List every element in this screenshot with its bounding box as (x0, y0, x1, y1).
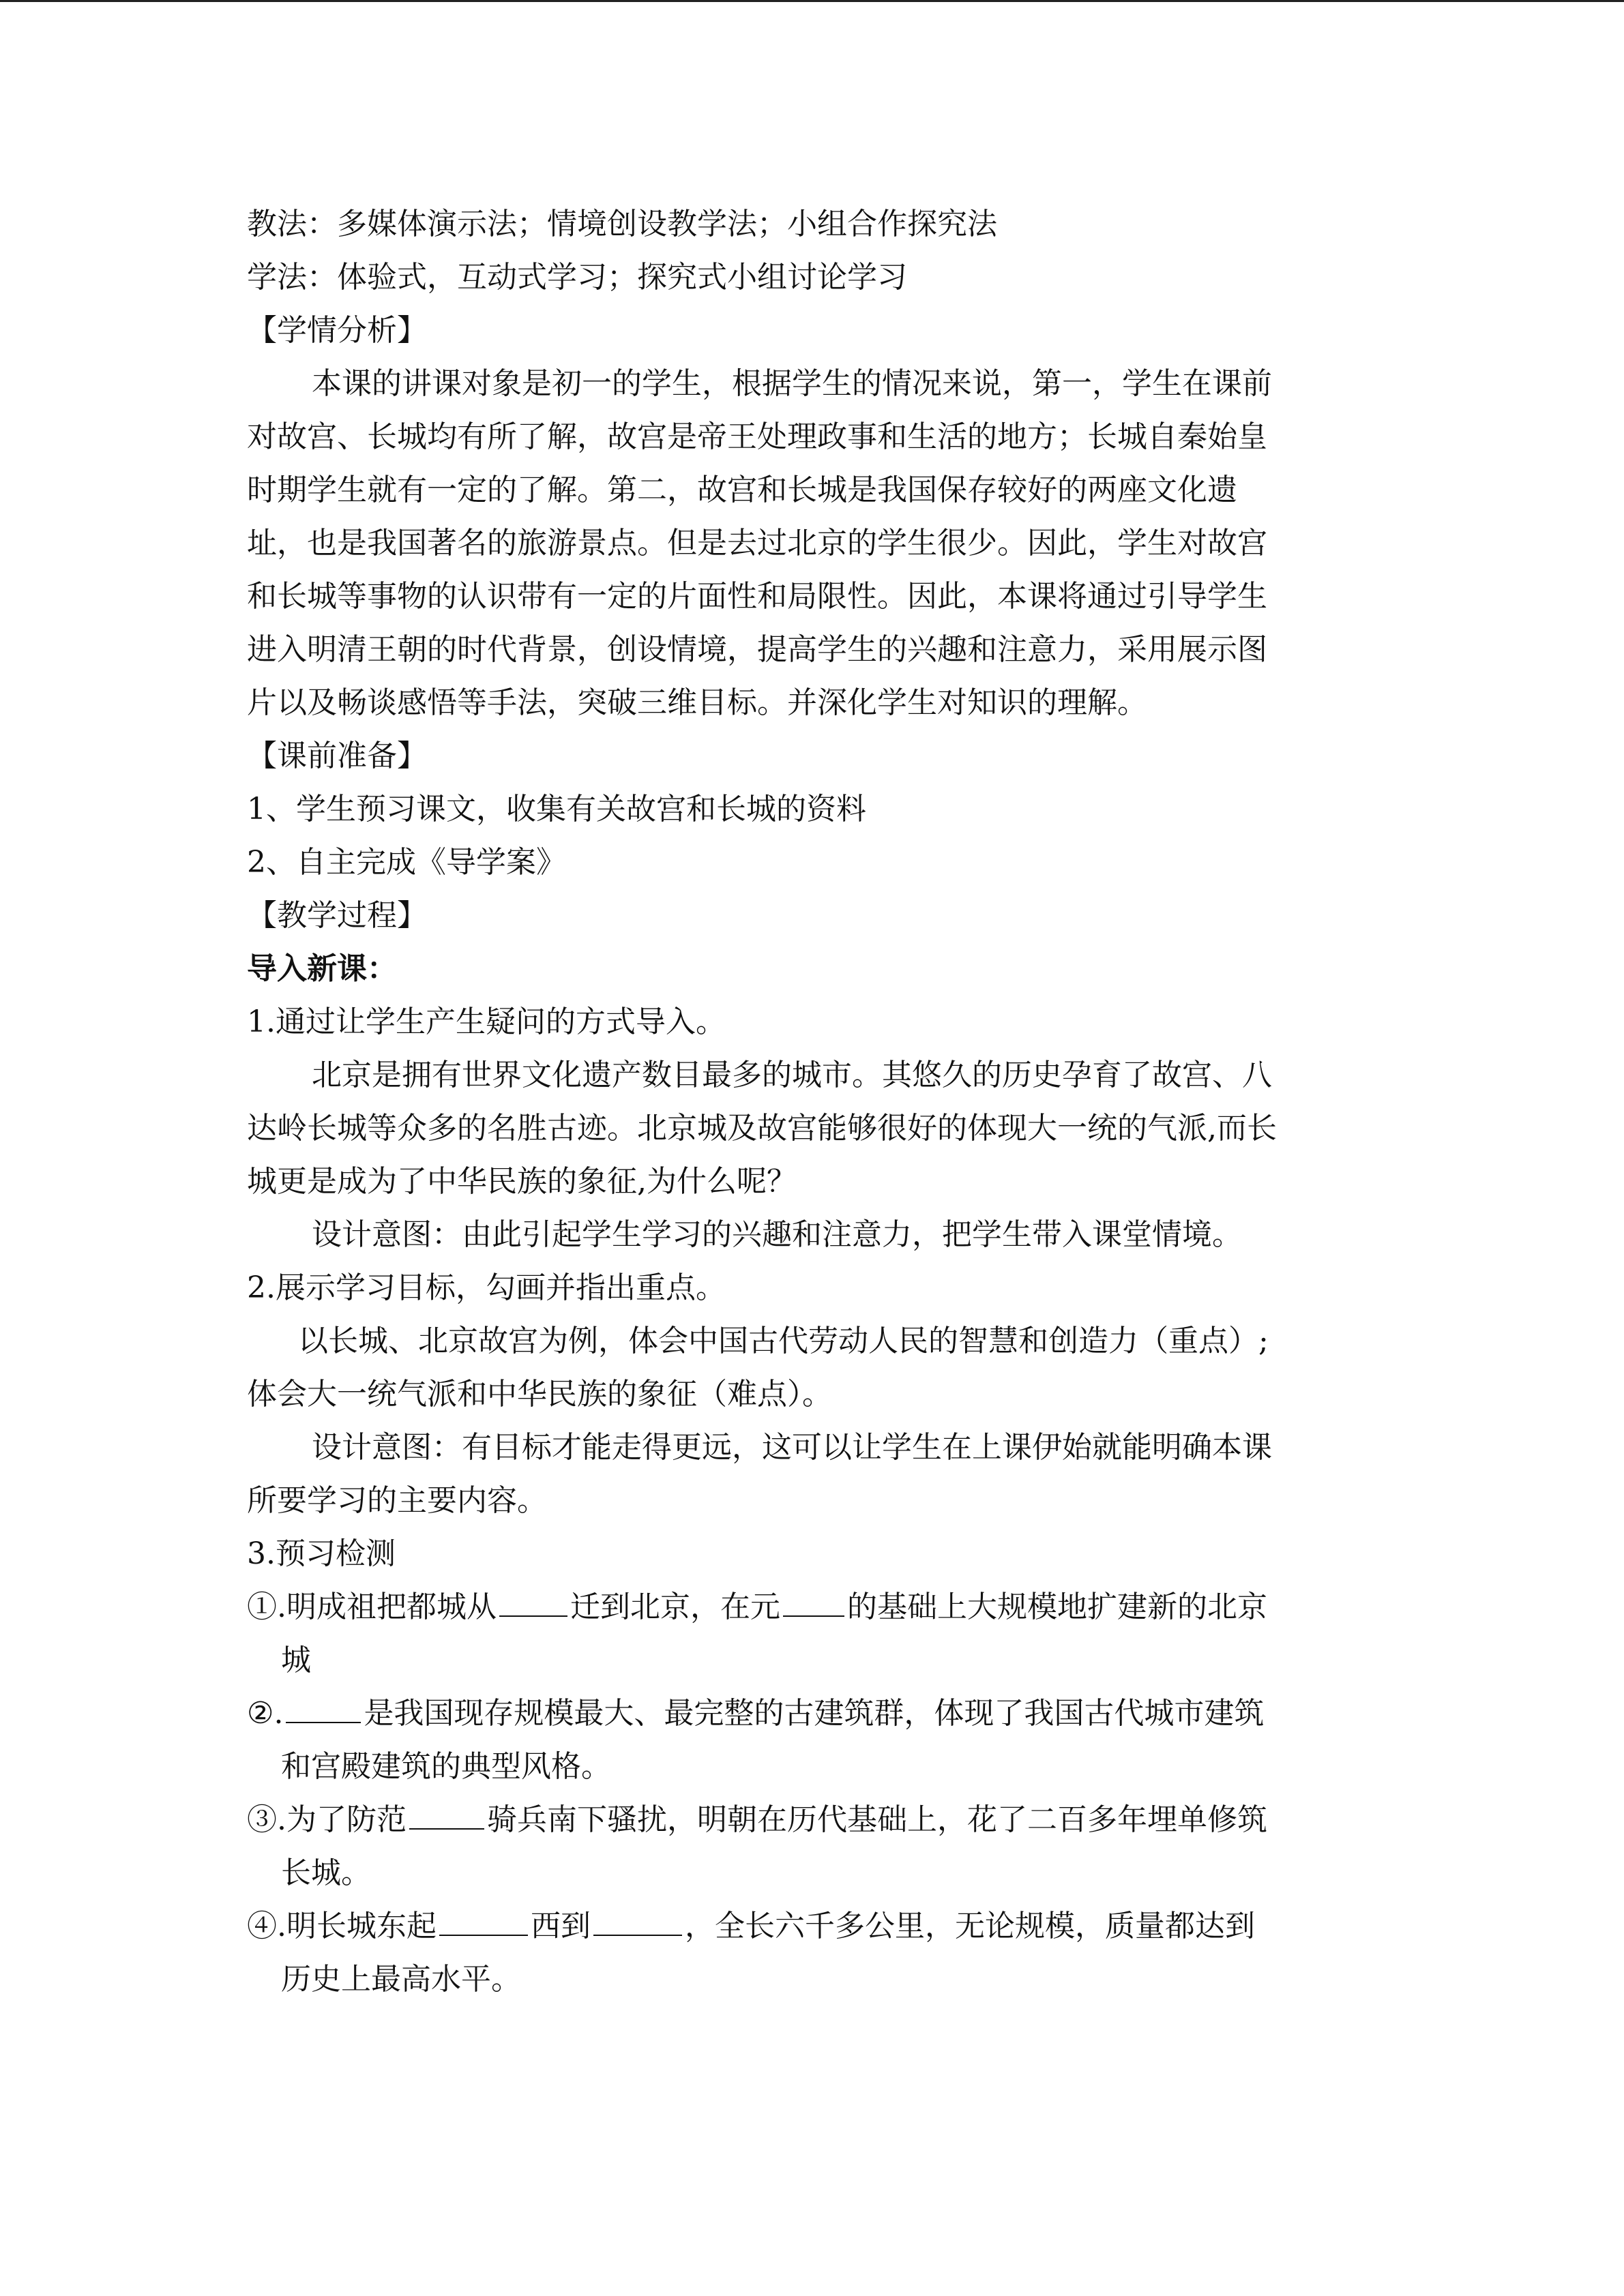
preparation-item: 2、自主完成《导学案》 (247, 845, 566, 880)
question-text: 骑兵南下骚扰，明朝在历代基础上，花了二百多年埋单修筑 (487, 1802, 1267, 1837)
question-text: ④.明长城东起 (247, 1909, 437, 1943)
fill-blank (593, 1907, 682, 1936)
step3-title: 3.预习检测 (247, 1536, 396, 1571)
question-3-cont: 长城。 (281, 1855, 371, 1890)
analysis-line: 片以及畅谈感悟等手法，突破三维目标。并深化学生对知识的理解。 (247, 685, 1147, 720)
question-text: 的基础上大规模地扩建新的北京 (847, 1590, 1267, 1624)
step1-intent: 设计意图：由此引起学生学习的兴趣和注意力，把学生带入课堂情境。 (312, 1217, 1242, 1252)
process-heading: 【教学过程】 (247, 898, 427, 933)
document-page (247, 198, 1379, 2006)
analysis-line: 和长城等事物的认识带有一定的片面性和局限性。因此，本课将通过引导学生 (247, 579, 1267, 614)
step1-line: 达岭长城等众多的名胜古迹。北京城及故宫能够很好的体现大一统的气派,而长 (247, 1111, 1277, 1146)
teaching-method: 教法：多媒体演示法；情境创设教学法；小组合作探究法 (247, 207, 997, 241)
step2-title: 2.展示学习目标，勾画并指出重点。 (247, 1270, 726, 1305)
question-text: ②. (247, 1696, 284, 1731)
step2-intent: 所要学习的主要内容。 (247, 1483, 547, 1518)
analysis-heading: 【学情分析】 (247, 313, 427, 348)
question-4 (247, 1900, 1379, 1953)
question-text: 西到 (531, 1909, 591, 1943)
question-3 (247, 1793, 1379, 1847)
preparation-item: 1、学生预习课文，收集有关故宫和长城的资料 (247, 792, 866, 826)
question-1 (247, 1581, 1379, 1634)
question-4-cont: 历史上最高水平。 (281, 1962, 521, 1997)
fill-blank (439, 1907, 528, 1936)
analysis-line: 进入明清王朝的时代背景，创设情境，提高学生的兴趣和注意力，采用展示图 (247, 632, 1267, 667)
analysis-line: 对故宫、长城均有所了解，故宫是帝王处理政事和生活的地方；长城自秦始皇 (247, 419, 1267, 454)
question-2 (247, 1687, 1379, 1740)
question-text: 是我国现存规模最大、最完整的古建筑群，体现了我国古代城市建筑 (364, 1696, 1265, 1731)
intro-heading: 导入新课： (247, 951, 397, 986)
preparation-heading: 【课前准备】 (247, 739, 427, 773)
analysis-line: 时期学生就有一定的了解。第二，故宫和长城是我国保存较好的两座文化遗 (247, 473, 1237, 507)
step1-line: 北京是拥有世界文化遗产数目最多的城市。其悠久的历史孕育了故宫、八 (312, 1058, 1272, 1092)
step1-line: 城更是成为了中华民族的象征,为什么呢？ (247, 1164, 797, 1199)
fill-blank (783, 1588, 844, 1617)
step1-title: 1.通过让学生产生疑问的方式导入。 (247, 1004, 726, 1039)
fill-blank (286, 1695, 361, 1723)
analysis-line: 址，也是我国著名的旅游景点。但是去过北京的学生很少。因此，学生对故宫 (247, 526, 1267, 561)
fill-blank (409, 1801, 484, 1830)
question-2-cont: 和宫殿建筑的典型风格。 (281, 1749, 611, 1784)
step2-intent: 设计意图：有目标才能走得更远，这可以让学生在上课伊始就能明确本课 (312, 1430, 1272, 1465)
fill-blank (499, 1588, 567, 1617)
step2-line: 体会大一统气派和中华民族的象征（难点）。 (247, 1377, 832, 1412)
question-1-cont: 城 (281, 1643, 311, 1678)
question-text: ③.为了防范 (247, 1802, 407, 1837)
analysis-line: 本课的讲课对象是初一的学生，根据学生的情况来说，第一，学生在课前 (312, 366, 1272, 401)
question-text: ，全长六千多公里，无论规模，质量都达到 (685, 1909, 1255, 1943)
question-text: ①.明成祖把都城从 (247, 1590, 497, 1624)
step2-line: 以长城、北京故宫为例，体会中国古代劳动人民的智慧和创造力（重点）; (298, 1324, 1269, 1358)
analysis-paragraph (247, 357, 1379, 730)
page-top-border (0, 0, 1624, 2)
learning-method: 学法：体验式，互动式学习；探究式小组讨论学习 (247, 260, 907, 295)
question-text: 迁到北京，在元 (570, 1590, 780, 1624)
